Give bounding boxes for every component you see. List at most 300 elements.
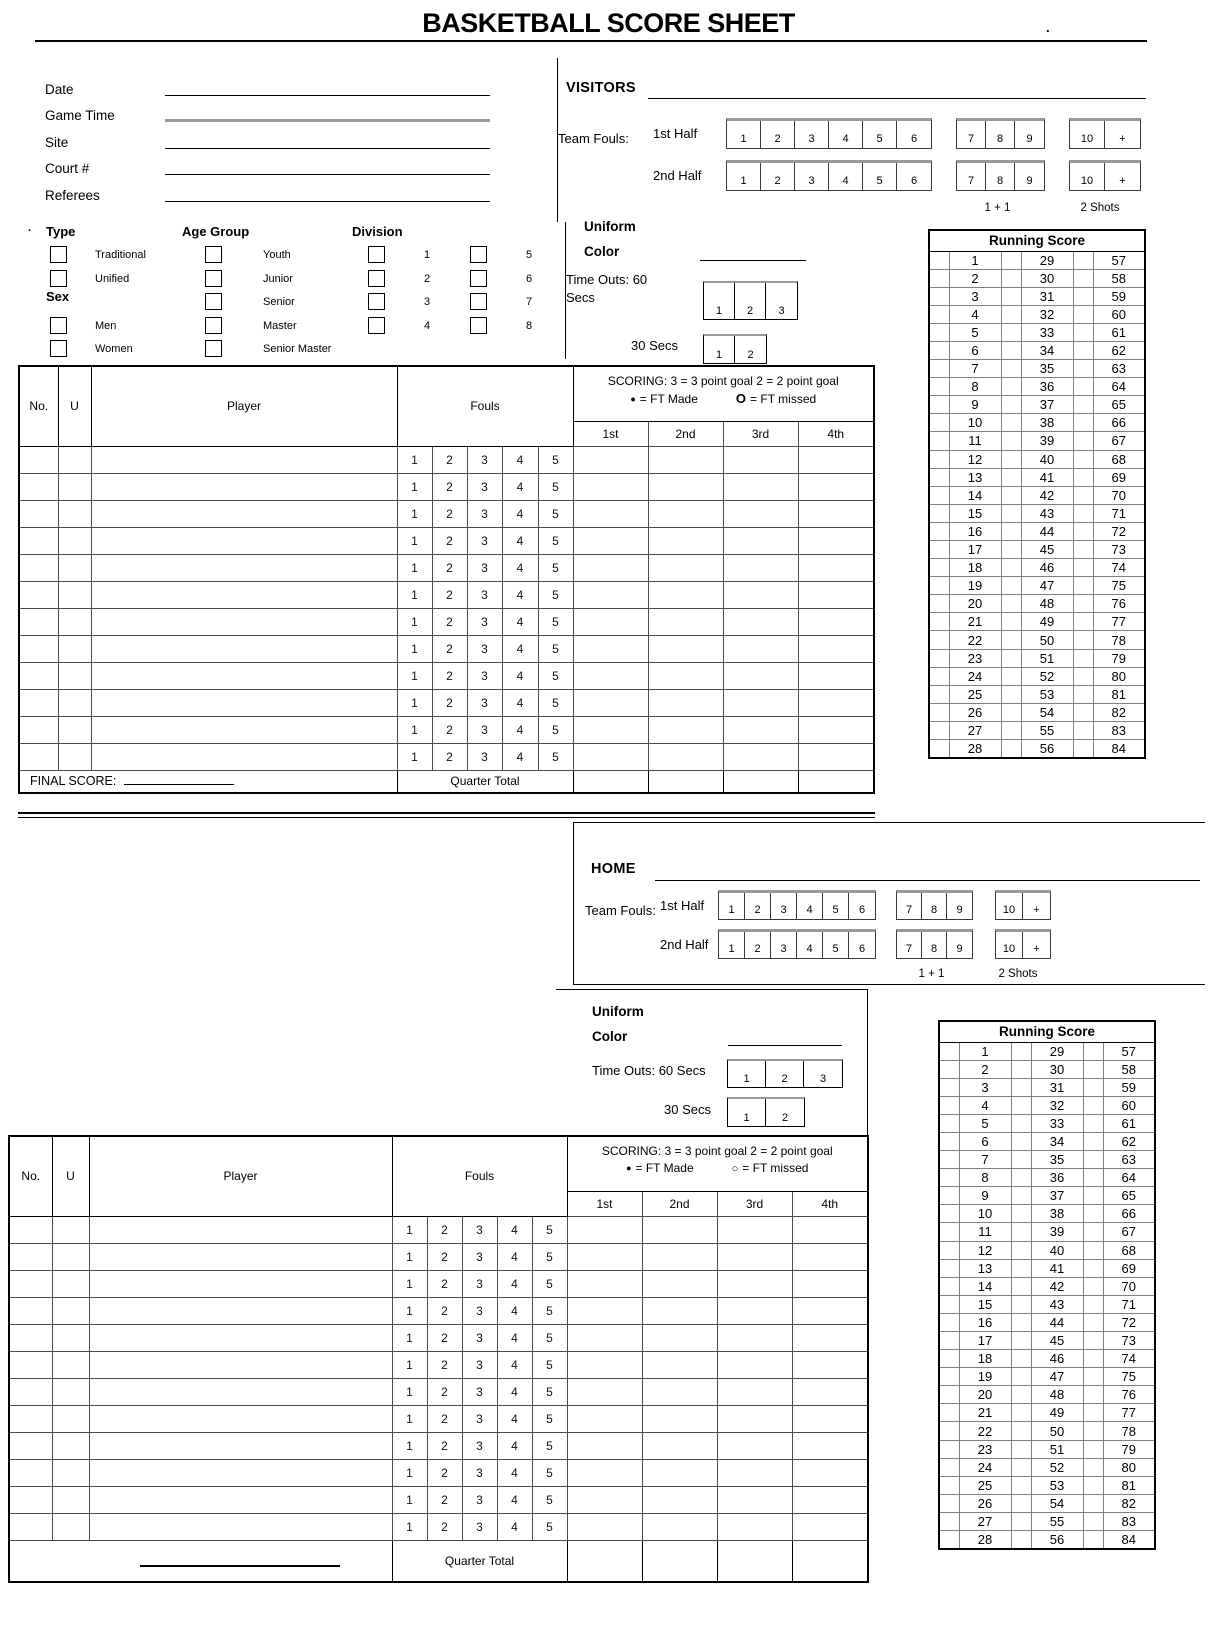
home-score-number-cell[interactable]: 16 <box>959 1313 1011 1331</box>
visitors-score-number-cell[interactable]: 22 <box>949 631 1001 649</box>
home-score-number-cell[interactable]: 44 <box>1031 1313 1083 1331</box>
visitors-2nd-half-foul-9-cell[interactable]: 9 <box>1026 175 1033 187</box>
visitors-score-number-cell[interactable]: 79 <box>1093 649 1145 667</box>
visitors-score-mark-cell[interactable] <box>1073 269 1093 287</box>
visitors-score-mark-cell[interactable] <box>929 269 949 287</box>
home-score-4th-quarter-cell[interactable] <box>792 1378 868 1405</box>
visitors-score-number-cell[interactable]: 82 <box>1093 703 1145 721</box>
division-3-checkbox[interactable] <box>368 293 385 310</box>
visitors-score-3rd-quarter-cell[interactable] <box>723 608 798 635</box>
visitors-score-mark-cell[interactable] <box>1073 251 1093 269</box>
visitors-score-4th-quarter-cell[interactable] <box>798 743 874 770</box>
home-score-number-cell[interactable]: 83 <box>1103 1512 1155 1530</box>
visitors-score-mark-cell[interactable] <box>1073 740 1093 758</box>
home-score-number-cell[interactable]: 60 <box>1103 1096 1155 1114</box>
visitors-score-number-cell[interactable]: 66 <box>1093 414 1145 432</box>
home-score-number-cell[interactable]: 43 <box>1031 1295 1083 1313</box>
visitors-score-mark-cell[interactable] <box>1073 287 1093 305</box>
visitors-player-u-cell[interactable] <box>58 473 91 500</box>
home-score-number-cell[interactable]: 22 <box>959 1422 1011 1440</box>
visitors-score-mark-cell[interactable] <box>1001 251 1021 269</box>
home-player-u-cell[interactable] <box>52 1297 89 1324</box>
home-score-mark-cell[interactable] <box>939 1512 959 1530</box>
visitors-score-mark-cell[interactable] <box>1073 360 1093 378</box>
visitors-score-2nd-quarter-cell[interactable] <box>648 635 723 662</box>
home-score-mark-cell[interactable] <box>1011 1114 1031 1132</box>
visitors-score-2nd-quarter-cell[interactable] <box>648 662 723 689</box>
visitors-player-no-cell[interactable] <box>19 689 58 716</box>
visitors-score-number-cell[interactable]: 30 <box>1021 269 1073 287</box>
visitors-score-mark-cell[interactable] <box>929 378 949 396</box>
visitors-score-mark-cell[interactable] <box>1001 703 1021 721</box>
visitors-foul-4-cell[interactable]: 4 <box>502 716 538 743</box>
home-player-no-cell[interactable] <box>9 1459 52 1486</box>
home-score-number-cell[interactable]: 19 <box>959 1368 1011 1386</box>
visitors-player-u-cell[interactable] <box>58 581 91 608</box>
home-foul-3-cell[interactable]: 3 <box>462 1270 497 1297</box>
visitors-1st-half-foul-10-cell[interactable]: 10 <box>1070 121 1105 148</box>
home-score-mark-cell[interactable] <box>939 1332 959 1350</box>
home-score-mark-cell[interactable] <box>939 1223 959 1241</box>
visitors-1st-half-foul-2-cell[interactable]: 2 <box>761 121 795 148</box>
home-score-mark-cell[interactable] <box>939 1259 959 1277</box>
home-score-number-cell[interactable]: 11 <box>959 1223 1011 1241</box>
visitors-score-mark-cell[interactable] <box>1001 269 1021 287</box>
home-score-number-cell[interactable]: 75 <box>1103 1368 1155 1386</box>
visitors-foul-2-cell[interactable]: 2 <box>432 554 467 581</box>
visitors-foul-4-cell[interactable]: 4 <box>502 500 538 527</box>
visitors-score-mark-cell[interactable] <box>1073 378 1093 396</box>
visitors-foul-5-cell[interactable]: 5 <box>538 716 573 743</box>
visitors-1st-half-foul-+-cell[interactable]: + <box>1119 133 1126 145</box>
home-score-number-cell[interactable]: 84 <box>1103 1531 1155 1549</box>
home-1st-half-foul-+-cell[interactable]: + <box>1033 904 1040 916</box>
visitors-score-number-cell[interactable]: 11 <box>949 432 1001 450</box>
visitors-score-mark-cell[interactable] <box>929 396 949 414</box>
home-2nd-half-foul-6-cell[interactable]: 6 <box>858 943 866 955</box>
visitors-score-number-cell[interactable]: 15 <box>949 504 1001 522</box>
home-score-1st-quarter-cell[interactable] <box>567 1351 642 1378</box>
visitors-score-1st-quarter-cell[interactable] <box>573 527 648 554</box>
home-foul-4-cell[interactable]: 4 <box>497 1405 532 1432</box>
home-foul-1-cell[interactable]: 1 <box>392 1243 427 1270</box>
visitors-foul-3-cell[interactable]: 3 <box>467 473 502 500</box>
home-score-number-cell[interactable]: 26 <box>959 1494 1011 1512</box>
visitors-score-number-cell[interactable]: 75 <box>1093 577 1145 595</box>
visitors-score-mark-cell[interactable] <box>1073 432 1093 450</box>
visitors-player-u-cell[interactable] <box>58 689 91 716</box>
home-score-number-cell[interactable]: 49 <box>1031 1404 1083 1422</box>
home-score-number-cell[interactable]: 82 <box>1103 1494 1155 1512</box>
home-score-number-cell[interactable]: 48 <box>1031 1386 1083 1404</box>
visitors-score-number-cell[interactable]: 27 <box>949 721 1001 739</box>
visitors-2nd-half-foul-1-cell[interactable]: 1 <box>727 163 761 190</box>
home-score-4th-quarter-cell[interactable] <box>792 1459 868 1486</box>
visitors-score-2nd-quarter-cell[interactable] <box>648 527 723 554</box>
visitors-score-mark-cell[interactable] <box>1073 649 1093 667</box>
home-1st-half-foul-8-cell[interactable]: 8 <box>922 893 947 919</box>
home-foul-5-cell[interactable]: 5 <box>532 1405 567 1432</box>
home-score-mark-cell[interactable] <box>939 1114 959 1132</box>
visitors-foul-3-cell[interactable]: 3 <box>467 662 502 689</box>
visitors-foul-3-cell[interactable]: 3 <box>467 608 502 635</box>
visitors-score-3rd-quarter-cell[interactable] <box>723 689 798 716</box>
visitors-score-mark-cell[interactable] <box>929 559 949 577</box>
visitors-quarter-total-2nd-cell[interactable] <box>648 770 723 793</box>
visitors-player-no-cell[interactable] <box>19 581 58 608</box>
visitors-foul-5-cell[interactable]: 5 <box>538 500 573 527</box>
home-1st-half-foul-10-cell[interactable]: 10 <box>996 893 1023 919</box>
visitors-score-2nd-quarter-cell[interactable] <box>648 581 723 608</box>
visitors-score-mark-cell[interactable] <box>1073 522 1093 540</box>
visitors-score-number-cell[interactable]: 57 <box>1093 251 1145 269</box>
home-score-3rd-quarter-cell[interactable] <box>717 1270 792 1297</box>
visitors-score-number-cell[interactable]: 10 <box>949 414 1001 432</box>
age-group-junior-checkbox[interactable] <box>205 270 222 287</box>
home-score-4th-quarter-cell[interactable] <box>792 1486 868 1513</box>
visitors-score-3rd-quarter-cell[interactable] <box>723 473 798 500</box>
home-score-3rd-quarter-cell[interactable] <box>717 1297 792 1324</box>
home-score-2nd-quarter-cell[interactable] <box>642 1324 717 1351</box>
home-score-mark-cell[interactable] <box>1011 1476 1031 1494</box>
visitors-score-number-cell[interactable]: 8 <box>949 378 1001 396</box>
home-score-mark-cell[interactable] <box>1083 1368 1103 1386</box>
home-score-3rd-quarter-cell[interactable] <box>717 1351 792 1378</box>
home-player-no-cell[interactable] <box>9 1432 52 1459</box>
visitors-score-number-cell[interactable]: 5 <box>949 323 1001 341</box>
home-1st-half-foul-3-cell[interactable]: 3 <box>771 893 797 919</box>
home-score-2nd-quarter-cell[interactable] <box>642 1351 717 1378</box>
division-8-checkbox[interactable] <box>470 317 487 334</box>
visitors-foul-1-cell[interactable]: 1 <box>397 473 432 500</box>
visitors-player-u-cell[interactable] <box>58 446 91 473</box>
home-score-number-cell[interactable]: 33 <box>1031 1114 1083 1132</box>
home-score-mark-cell[interactable] <box>939 1440 959 1458</box>
home-1st-half-foul-6-cell[interactable]: 6 <box>858 904 866 916</box>
visitors-score-4th-quarter-cell[interactable] <box>798 446 874 473</box>
visitors-score-number-cell[interactable]: 43 <box>1021 504 1073 522</box>
visitors-quarter-total-3rd-cell[interactable] <box>723 770 798 793</box>
home-player-no-cell[interactable] <box>9 1243 52 1270</box>
visitors-player-no-cell[interactable] <box>19 635 58 662</box>
visitors-score-mark-cell[interactable] <box>1001 541 1021 559</box>
visitors-score-number-cell[interactable]: 65 <box>1093 396 1145 414</box>
visitors-score-mark-cell[interactable] <box>1073 721 1093 739</box>
visitors-score-number-cell[interactable]: 40 <box>1021 450 1073 468</box>
visitors-score-mark-cell[interactable] <box>1001 631 1021 649</box>
visitors-player-no-cell[interactable] <box>19 527 58 554</box>
home-score-mark-cell[interactable] <box>939 1494 959 1512</box>
home-score-number-cell[interactable]: 5 <box>959 1114 1011 1132</box>
visitors-player-u-cell[interactable] <box>58 743 91 770</box>
visitors-foul-3-cell[interactable]: 3 <box>467 446 502 473</box>
home-score-mark-cell[interactable] <box>1083 1531 1103 1549</box>
visitors-score-mark-cell[interactable] <box>1001 323 1021 341</box>
home-player-u-cell[interactable] <box>52 1432 89 1459</box>
home-score-1st-quarter-cell[interactable] <box>567 1432 642 1459</box>
home-foul-3-cell[interactable]: 3 <box>462 1324 497 1351</box>
visitors-foul-4-cell[interactable]: 4 <box>502 473 538 500</box>
home-score-3rd-quarter-cell[interactable] <box>717 1513 792 1540</box>
home-score-mark-cell[interactable] <box>939 1404 959 1422</box>
visitors-score-2nd-quarter-cell[interactable] <box>648 554 723 581</box>
home-score-4th-quarter-cell[interactable] <box>792 1216 868 1243</box>
visitors-score-1st-quarter-cell[interactable] <box>573 500 648 527</box>
home-foul-3-cell[interactable]: 3 <box>462 1216 497 1243</box>
visitors-score-number-cell[interactable]: 24 <box>949 667 1001 685</box>
visitors-score-3rd-quarter-cell[interactable] <box>723 446 798 473</box>
visitors-sixty-timeout-1-cell[interactable]: 1 <box>704 283 735 319</box>
division-1-checkbox[interactable] <box>368 246 385 263</box>
home-score-mark-cell[interactable] <box>1083 1132 1103 1150</box>
home-quarter-total-2nd-cell[interactable] <box>642 1540 717 1582</box>
visitors-score-number-cell[interactable]: 42 <box>1021 486 1073 504</box>
home-foul-2-cell[interactable]: 2 <box>427 1513 462 1540</box>
home-1st-half-foul-2-cell[interactable]: 2 <box>745 893 771 919</box>
home-foul-3-cell[interactable]: 3 <box>462 1297 497 1324</box>
visitors-foul-1-cell[interactable]: 1 <box>397 500 432 527</box>
home-2nd-half-foul-7-cell[interactable]: 7 <box>897 932 922 958</box>
home-score-mark-cell[interactable] <box>939 1096 959 1114</box>
visitors-foul-1-cell[interactable]: 1 <box>397 581 432 608</box>
court-input-line[interactable] <box>165 173 490 175</box>
home-score-mark-cell[interactable] <box>939 1386 959 1404</box>
visitors-score-mark-cell[interactable] <box>1001 504 1021 522</box>
home-score-mark-cell[interactable] <box>1083 1060 1103 1078</box>
home-score-mark-cell[interactable] <box>939 1205 959 1223</box>
home-score-number-cell[interactable]: 46 <box>1031 1350 1083 1368</box>
home-foul-4-cell[interactable]: 4 <box>497 1432 532 1459</box>
home-score-number-cell[interactable]: 36 <box>1031 1169 1083 1187</box>
age-group-master-checkbox[interactable] <box>205 317 222 334</box>
visitors-score-number-cell[interactable]: 71 <box>1093 504 1145 522</box>
visitors-score-number-cell[interactable]: 74 <box>1093 559 1145 577</box>
visitors-foul-1-cell[interactable]: 1 <box>397 527 432 554</box>
visitors-score-number-cell[interactable]: 17 <box>949 541 1001 559</box>
home-score-1st-quarter-cell[interactable] <box>567 1513 642 1540</box>
home-score-mark-cell[interactable] <box>1083 1042 1103 1060</box>
visitors-score-number-cell[interactable]: 34 <box>1021 341 1073 359</box>
home-score-number-cell[interactable]: 30 <box>1031 1060 1083 1078</box>
home-foul-5-cell[interactable]: 5 <box>532 1324 567 1351</box>
home-score-number-cell[interactable]: 65 <box>1103 1187 1155 1205</box>
home-score-number-cell[interactable]: 57 <box>1103 1042 1155 1060</box>
visitors-foul-1-cell[interactable]: 1 <box>397 554 432 581</box>
home-score-mark-cell[interactable] <box>1011 1205 1031 1223</box>
visitors-score-mark-cell[interactable] <box>929 360 949 378</box>
visitors-score-mark-cell[interactable] <box>1001 685 1021 703</box>
visitors-1st-half-foul-8-cell[interactable]: 8 <box>986 121 1015 148</box>
home-player-no-cell[interactable] <box>9 1297 52 1324</box>
visitors-score-number-cell[interactable]: 54 <box>1021 703 1073 721</box>
visitors-score-number-cell[interactable]: 21 <box>949 613 1001 631</box>
home-score-mark-cell[interactable] <box>939 1531 959 1549</box>
visitors-foul-4-cell[interactable]: 4 <box>502 662 538 689</box>
home-score-4th-quarter-cell[interactable] <box>792 1243 868 1270</box>
visitors-score-mark-cell[interactable] <box>1001 396 1021 414</box>
home-player-name-cell[interactable] <box>89 1297 392 1324</box>
visitors-foul-2-cell[interactable]: 2 <box>432 446 467 473</box>
visitors-score-number-cell[interactable]: 80 <box>1093 667 1145 685</box>
home-thirty-timeout-1-cell[interactable]: 1 <box>728 1099 766 1126</box>
home-score-number-cell[interactable]: 73 <box>1103 1332 1155 1350</box>
visitors-score-mark-cell[interactable] <box>929 323 949 341</box>
visitors-score-mark-cell[interactable] <box>929 667 949 685</box>
home-player-no-cell[interactable] <box>9 1513 52 1540</box>
visitors-score-number-cell[interactable]: 52 <box>1021 667 1073 685</box>
home-1st-half-foul-7-cell[interactable]: 7 <box>897 893 922 919</box>
home-score-number-cell[interactable]: 2 <box>959 1060 1011 1078</box>
visitors-foul-4-cell[interactable]: 4 <box>502 527 538 554</box>
home-score-number-cell[interactable]: 81 <box>1103 1476 1155 1494</box>
home-2nd-half-foul-3-cell[interactable]: 3 <box>771 932 797 958</box>
visitors-score-2nd-quarter-cell[interactable] <box>648 716 723 743</box>
visitors-1st-half-foul-7-cell[interactable]: 7 <box>957 121 986 148</box>
home-foul-5-cell[interactable]: 5 <box>532 1459 567 1486</box>
visitors-2nd-half-foul-+-cell[interactable]: + <box>1119 175 1126 187</box>
visitors-foul-3-cell[interactable]: 3 <box>467 635 502 662</box>
visitors-score-number-cell[interactable]: 46 <box>1021 559 1073 577</box>
home-score-mark-cell[interactable] <box>1011 1512 1031 1530</box>
visitors-score-mark-cell[interactable] <box>1001 468 1021 486</box>
visitors-player-name-cell[interactable] <box>91 716 397 743</box>
home-foul-4-cell[interactable]: 4 <box>497 1378 532 1405</box>
visitors-foul-5-cell[interactable]: 5 <box>538 446 573 473</box>
home-foul-2-cell[interactable]: 2 <box>427 1324 462 1351</box>
division-4-checkbox[interactable] <box>368 317 385 334</box>
home-score-mark-cell[interactable] <box>1083 1277 1103 1295</box>
division-7-checkbox[interactable] <box>470 293 487 310</box>
visitors-score-1st-quarter-cell[interactable] <box>573 716 648 743</box>
visitors-player-name-cell[interactable] <box>91 608 397 635</box>
visitors-1st-half-foul-9-cell[interactable]: 9 <box>1026 133 1033 145</box>
visitors-player-u-cell[interactable] <box>58 500 91 527</box>
visitors-score-4th-quarter-cell[interactable] <box>798 581 874 608</box>
home-foul-3-cell[interactable]: 3 <box>462 1513 497 1540</box>
home-score-number-cell[interactable]: 58 <box>1103 1060 1155 1078</box>
home-score-number-cell[interactable]: 1 <box>959 1042 1011 1060</box>
visitors-score-1st-quarter-cell[interactable] <box>573 446 648 473</box>
home-foul-2-cell[interactable]: 2 <box>427 1432 462 1459</box>
visitors-score-number-cell[interactable]: 4 <box>949 305 1001 323</box>
visitors-score-mark-cell[interactable] <box>929 468 949 486</box>
home-foul-4-cell[interactable]: 4 <box>497 1270 532 1297</box>
visitors-score-mark-cell[interactable] <box>929 541 949 559</box>
home-score-mark-cell[interactable] <box>1011 1531 1031 1549</box>
visitors-score-mark-cell[interactable] <box>1001 577 1021 595</box>
home-score-mark-cell[interactable] <box>939 1458 959 1476</box>
visitors-score-number-cell[interactable]: 33 <box>1021 323 1073 341</box>
home-foul-2-cell[interactable]: 2 <box>427 1297 462 1324</box>
home-score-4th-quarter-cell[interactable] <box>792 1297 868 1324</box>
visitors-player-name-cell[interactable] <box>91 446 397 473</box>
age-group-senior-checkbox[interactable] <box>205 293 222 310</box>
visitors-score-mark-cell[interactable] <box>1073 577 1093 595</box>
home-thirty-timeout-2-cell[interactable]: 2 <box>781 1112 789 1124</box>
visitors-score-number-cell[interactable]: 73 <box>1093 541 1145 559</box>
home-foul-4-cell[interactable]: 4 <box>497 1459 532 1486</box>
visitors-score-number-cell[interactable]: 45 <box>1021 541 1073 559</box>
home-player-no-cell[interactable] <box>9 1378 52 1405</box>
home-player-no-cell[interactable] <box>9 1351 52 1378</box>
home-score-number-cell[interactable]: 17 <box>959 1332 1011 1350</box>
home-2nd-half-foul-+-cell[interactable]: + <box>1033 943 1040 955</box>
home-score-number-cell[interactable]: 64 <box>1103 1169 1155 1187</box>
home-score-mark-cell[interactable] <box>1083 1241 1103 1259</box>
home-score-mark-cell[interactable] <box>1011 1042 1031 1060</box>
visitors-score-mark-cell[interactable] <box>1001 522 1021 540</box>
home-score-mark-cell[interactable] <box>1011 1494 1031 1512</box>
visitors-score-2nd-quarter-cell[interactable] <box>648 500 723 527</box>
visitors-score-mark-cell[interactable] <box>929 685 949 703</box>
home-score-number-cell[interactable]: 27 <box>959 1512 1011 1530</box>
home-score-number-cell[interactable]: 52 <box>1031 1458 1083 1476</box>
visitors-score-mark-cell[interactable] <box>929 703 949 721</box>
visitors-score-mark-cell[interactable] <box>929 613 949 631</box>
visitors-foul-5-cell[interactable]: 5 <box>538 581 573 608</box>
home-score-mark-cell[interactable] <box>1011 1313 1031 1331</box>
visitors-2nd-half-foul-10-cell[interactable]: 10 <box>1070 163 1105 190</box>
home-foul-4-cell[interactable]: 4 <box>497 1243 532 1270</box>
visitors-player-no-cell[interactable] <box>19 608 58 635</box>
home-foul-1-cell[interactable]: 1 <box>392 1459 427 1486</box>
home-score-mark-cell[interactable] <box>1083 1458 1103 1476</box>
visitors-score-1st-quarter-cell[interactable] <box>573 554 648 581</box>
visitors-score-number-cell[interactable]: 50 <box>1021 631 1073 649</box>
visitors-score-mark-cell[interactable] <box>929 649 949 667</box>
visitors-score-number-cell[interactable]: 14 <box>949 486 1001 504</box>
visitors-score-number-cell[interactable]: 67 <box>1093 432 1145 450</box>
visitors-score-4th-quarter-cell[interactable] <box>798 500 874 527</box>
visitors-score-3rd-quarter-cell[interactable] <box>723 500 798 527</box>
visitors-foul-4-cell[interactable]: 4 <box>502 743 538 770</box>
visitors-name-line[interactable] <box>648 97 1146 99</box>
home-score-mark-cell[interactable] <box>1083 1332 1103 1350</box>
final-score-line[interactable] <box>124 775 234 785</box>
visitors-score-number-cell[interactable]: 25 <box>949 685 1001 703</box>
visitors-score-mark-cell[interactable] <box>1001 305 1021 323</box>
home-quarter-total-1st-cell[interactable] <box>567 1540 642 1582</box>
home-score-number-cell[interactable]: 24 <box>959 1458 1011 1476</box>
home-score-mark-cell[interactable] <box>939 1476 959 1494</box>
home-score-mark-cell[interactable] <box>1083 1440 1103 1458</box>
home-foul-5-cell[interactable]: 5 <box>532 1513 567 1540</box>
home-foul-5-cell[interactable]: 5 <box>532 1297 567 1324</box>
home-2nd-half-foul-9-cell[interactable]: 9 <box>956 943 963 955</box>
home-score-3rd-quarter-cell[interactable] <box>717 1405 792 1432</box>
home-foul-2-cell[interactable]: 2 <box>427 1216 462 1243</box>
home-score-2nd-quarter-cell[interactable] <box>642 1486 717 1513</box>
visitors-player-no-cell[interactable] <box>19 500 58 527</box>
home-score-2nd-quarter-cell[interactable] <box>642 1405 717 1432</box>
home-foul-2-cell[interactable]: 2 <box>427 1459 462 1486</box>
home-player-u-cell[interactable] <box>52 1405 89 1432</box>
visitors-score-number-cell[interactable]: 39 <box>1021 432 1073 450</box>
visitors-foul-1-cell[interactable]: 1 <box>397 689 432 716</box>
home-score-1st-quarter-cell[interactable] <box>567 1243 642 1270</box>
home-quarter-total-4th-cell[interactable] <box>792 1540 868 1582</box>
visitors-score-mark-cell[interactable] <box>1001 287 1021 305</box>
home-score-number-cell[interactable]: 32 <box>1031 1096 1083 1114</box>
home-score-1st-quarter-cell[interactable] <box>567 1324 642 1351</box>
visitors-score-mark-cell[interactable] <box>1073 631 1093 649</box>
home-score-number-cell[interactable]: 70 <box>1103 1277 1155 1295</box>
home-score-4th-quarter-cell[interactable] <box>792 1324 868 1351</box>
date-input-line[interactable] <box>165 94 490 96</box>
home-foul-1-cell[interactable]: 1 <box>392 1378 427 1405</box>
visitors-score-number-cell[interactable]: 9 <box>949 396 1001 414</box>
visitors-foul-4-cell[interactable]: 4 <box>502 554 538 581</box>
